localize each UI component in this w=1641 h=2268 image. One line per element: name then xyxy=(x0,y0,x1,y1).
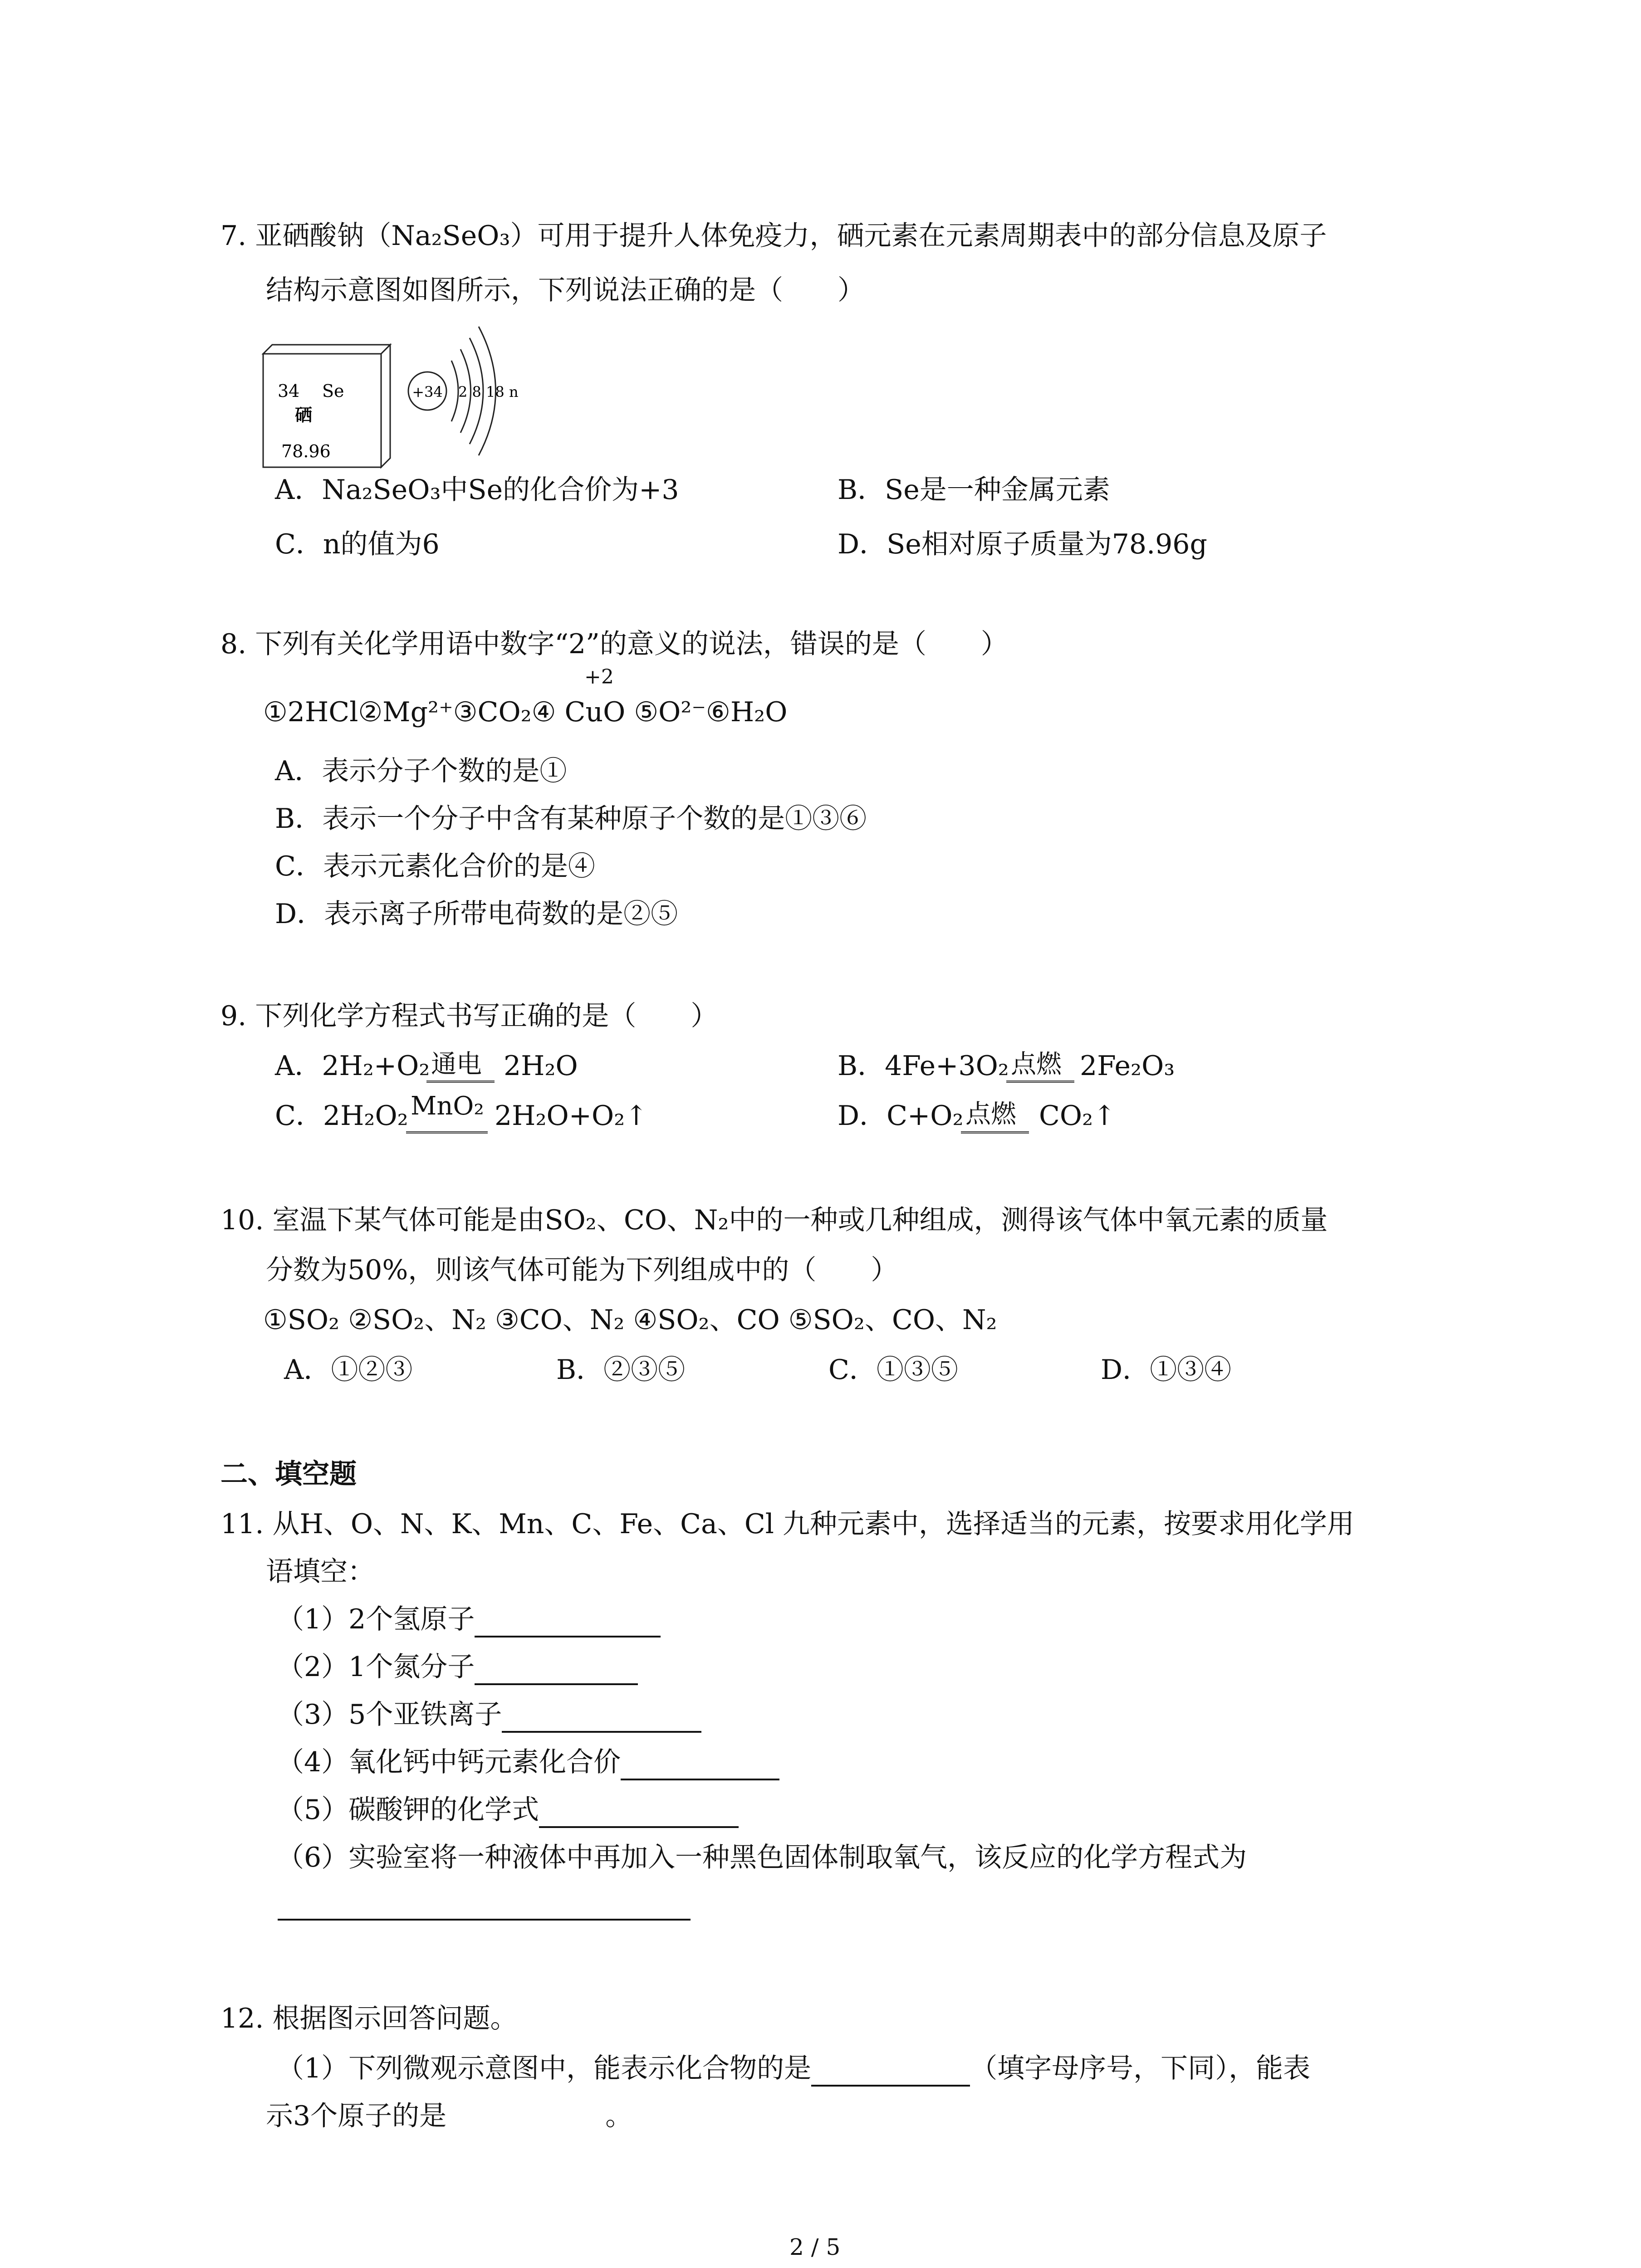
electron-counts: 2 8 18 n xyxy=(458,383,519,401)
q9-option-c-left: C．2H₂O₂ xyxy=(275,1100,408,1132)
atomic-mass: 78.96 xyxy=(281,441,331,461)
q11-answer-blank-4[interactable] xyxy=(621,1750,779,1780)
q9-option-a-condition: 通电 xyxy=(431,1050,482,1079)
page-number: 2 / 5 xyxy=(789,2234,841,2260)
q7-option-a: A．Na₂SeO₃中Se的化合价为+3 xyxy=(275,474,679,506)
q11-answer-blank-1[interactable] xyxy=(475,1608,661,1637)
q10-option-c: C．①③⑤ xyxy=(828,1354,958,1386)
q12-stem: 12. 根据图示回答问题。 xyxy=(220,2003,518,2034)
q11-item-5 xyxy=(277,1792,739,1828)
q9-option-d-condition: 点燃 xyxy=(965,1100,1016,1129)
q8-valence-mark: +2 xyxy=(584,665,614,689)
q12-sub1-text-c: 示3个原子的是 xyxy=(266,2100,447,2132)
q8-option-a: A．表示分子个数的是① xyxy=(275,755,567,787)
q9-option-a-equals xyxy=(426,1080,495,1083)
q10-combos: ①SO₂ ②SO₂、N₂ ③CO、N₂ ④SO₂、CO ⑤SO₂、CO、N₂ xyxy=(263,1304,997,1336)
atom-structure-diagram xyxy=(408,327,519,455)
q11-item-2 xyxy=(277,1649,638,1685)
q10-option-a: A．①②③ xyxy=(284,1354,413,1386)
q11-answer-blank-6[interactable] xyxy=(278,1919,691,1921)
q8-option-c: C．表示元素化合价的是④ xyxy=(275,850,595,882)
q9-option-c-condition: MnO₂ xyxy=(411,1091,484,1121)
q12-answer-blank-1[interactable] xyxy=(811,2057,970,2087)
q10-option-d: D．①③④ xyxy=(1101,1354,1232,1386)
q10-option-b: B．②③⑤ xyxy=(556,1354,686,1386)
q11-item-4 xyxy=(277,1744,779,1780)
q9-option-c-equals xyxy=(406,1131,488,1134)
q9-stem: 9. 下列化学方程式书写正确的是（ ） xyxy=(220,1000,718,1032)
q9-option-c-right: 2H₂O+O₂↑ xyxy=(495,1100,648,1132)
q11-item-3-text: （3）5个亚铁离子 xyxy=(277,1699,502,1730)
q11-answer-blank-5[interactable] xyxy=(539,1798,739,1828)
atomic-number: 34 xyxy=(278,381,300,401)
q9-option-a-right: 2H₂O xyxy=(504,1050,578,1082)
q9-option-d-equals xyxy=(961,1131,1029,1134)
q11-item-1-text: （1）2个氢原子 xyxy=(277,1603,475,1635)
q9-option-d-right: CO₂↑ xyxy=(1039,1100,1116,1132)
element-name: 硒 xyxy=(295,405,313,425)
q11-answer-blank-3[interactable] xyxy=(502,1703,701,1733)
q7-option-d: D．Se相对原子质量为78.96g xyxy=(838,528,1207,560)
q12-answer-blank-2[interactable] xyxy=(446,2106,605,2134)
q8-formulas: ①2HCl②Mg²⁺③CO₂④ CuO ⑤O²⁻⑥H₂O xyxy=(263,696,788,728)
q7-stem-line1: 7. 亚硒酸钠（Na₂SeO₃）可用于提升人体免疫力，硒元素在元素周期表中的部分信息及原子 xyxy=(220,220,1327,252)
q12-sub1-line1 xyxy=(277,2050,1310,2087)
q8-option-b: B．表示一个分子中含有某种原子个数的是①③⑥ xyxy=(275,803,867,835)
q9-option-a-left: A．2H₂+O₂ xyxy=(275,1050,430,1082)
q9-option-d-left: D．C+O₂ xyxy=(838,1100,964,1132)
q8-stem: 8. 下列有关化学用语中数字“2”的意义的说法，错误的是（ ） xyxy=(220,628,1008,660)
q12-sub1-text-a: （1）下列微观示意图中，能表示化合物的是 xyxy=(277,2053,812,2084)
q11-stem-line1: 11. 从H、O、N、K、Mn、C、Fe、Ca、Cl 九种元素中，选择适当的元素，按要求用化学用 xyxy=(220,1508,1355,1540)
q10-stem-line2: 分数为50%，则该气体可能为下列组成中的（ ） xyxy=(266,1254,898,1286)
selenium-figure xyxy=(245,318,535,472)
element-symbol: Se xyxy=(322,381,344,401)
q7-option-b: B．Se是一种金属元素 xyxy=(838,474,1110,506)
section-title: 二、填空题 xyxy=(220,1458,357,1490)
q12-sub1-end: 。 xyxy=(605,2100,633,2132)
q11-item-6: （6）实验室将一种液体中再加入一种黑色固体制取氧气，该反应的化学方程式为 xyxy=(277,1842,1247,1873)
q11-item-1 xyxy=(277,1601,661,1637)
q11-item-4-text: （4）氧化钙中钙元素化合价 xyxy=(277,1746,621,1778)
q9-option-b-equals xyxy=(1006,1080,1074,1083)
q12-sub1-text-b: （填字母序号，下同），能表 xyxy=(970,2053,1311,2084)
q11-item-5-text: （5）碳酸钾的化学式 xyxy=(277,1794,539,1826)
nucleus-charge: +34 xyxy=(412,383,443,401)
q9-option-b-left: B．4Fe+3O₂ xyxy=(838,1050,1009,1082)
q9-option-b-right: 2Fe₂O₃ xyxy=(1080,1050,1175,1082)
electron-shell-1 xyxy=(451,361,458,421)
q8-option-d: D．表示离子所带电荷数的是②⑤ xyxy=(275,898,678,930)
q11-answer-blank-2[interactable] xyxy=(475,1655,638,1685)
q12-sub1-line2 xyxy=(266,2098,632,2134)
q7-stem-line2: 结构示意图如图所示，下列说法正确的是（ ） xyxy=(266,274,865,306)
q11-item-2-text: （2）1个氮分子 xyxy=(277,1651,475,1683)
q7-option-c: C．n的值为6 xyxy=(275,528,440,560)
q10-stem-line1: 10. 室温下某气体可能是由SO₂、CO、N₂中的一种或几种组成，测得该气体中氧元素的质量 xyxy=(220,1204,1328,1236)
q9-option-b-condition: 点燃 xyxy=(1011,1050,1062,1079)
q11-item-3 xyxy=(277,1696,701,1733)
periodic-table-cell xyxy=(263,345,390,467)
q11-stem-line2: 语填空： xyxy=(266,1556,375,1588)
